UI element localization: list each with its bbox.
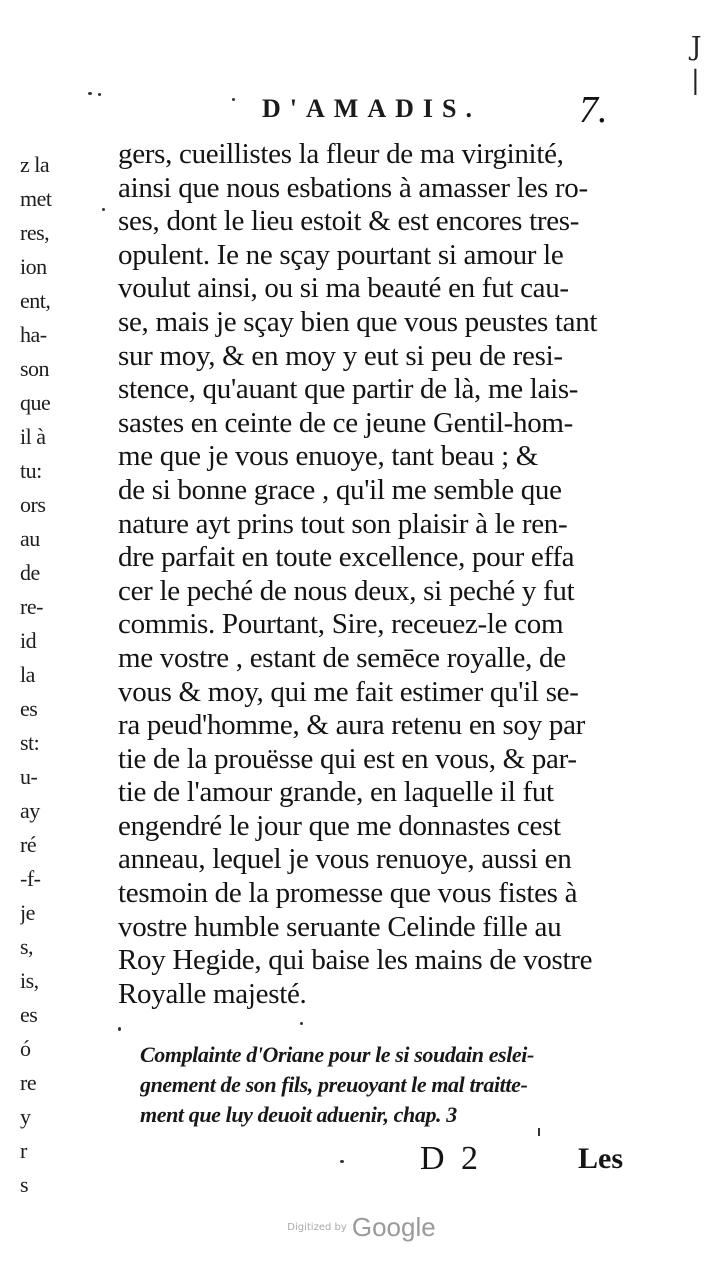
edge-mark: | bbox=[691, 66, 700, 96]
body-line: commis. Pourtant, Sire, receuez-le com bbox=[118, 608, 564, 641]
body-line: nature ayt prins tout son plaisir à le ren- bbox=[118, 507, 568, 540]
body-line: vous & moy, qui me fait estimer qu'il se- bbox=[118, 675, 579, 708]
heading-line: Complainte d'Oriane pour le si soudain eslei- bbox=[140, 1042, 534, 1067]
body-line: stence, qu'auant que partir de là, me lais- bbox=[118, 373, 579, 406]
body-line: Roy Hegide, qui baise les mains de vostre bbox=[118, 944, 593, 977]
body-line: anneau, lequel je vous renuoye, aussi en bbox=[118, 843, 572, 876]
body-line: tie de la prouësse qui est en vous, & par- bbox=[118, 742, 577, 775]
bleed-fragment: tu: bbox=[20, 458, 42, 483]
margin-bleed-through bbox=[20, 148, 80, 1202]
bleed-fragment: ion bbox=[20, 254, 47, 279]
bleed-fragment: met bbox=[20, 186, 52, 211]
body-line: ra peud'homme, & aura retenu en soy par bbox=[118, 709, 586, 742]
scan-speck bbox=[102, 208, 105, 211]
bleed-fragment: res, bbox=[20, 220, 50, 245]
bleed-fragment: is, bbox=[20, 968, 39, 993]
bleed-fragment: -f- bbox=[20, 866, 41, 891]
scan-speck bbox=[538, 1128, 540, 1136]
bleed-fragment: s bbox=[20, 1172, 29, 1197]
body-line: ses, dont le lieu estoit & est encores tres- bbox=[118, 205, 580, 238]
bleed-fragment: au bbox=[20, 526, 40, 551]
running-head: D'AMADIS. bbox=[262, 94, 481, 123]
body-line: cer le peché de nous deux, si peché y fut bbox=[118, 574, 575, 607]
scan-speck bbox=[98, 93, 101, 96]
heading-line: ment que luy deuoit aduenir, chap. 3 bbox=[140, 1102, 457, 1127]
signature-mark: D 2 bbox=[420, 1140, 483, 1177]
body-line: tesmoin de la promesse que vous fistes à bbox=[118, 877, 578, 910]
body-line: vostre humble seruante Celinde fille au bbox=[118, 910, 562, 943]
catchword: Les bbox=[578, 1142, 623, 1175]
bleed-fragment: re bbox=[20, 1070, 37, 1095]
body-line: me vostre , estant de semēce royalle, de bbox=[118, 641, 566, 674]
chapter-heading bbox=[140, 1040, 640, 1130]
body-line: engendré le jour que me donnastes cest bbox=[118, 809, 561, 842]
edge-mark: J bbox=[691, 32, 702, 62]
scan-speck bbox=[232, 98, 235, 101]
body-line: gers, cueillistes la fleur de ma virginité, bbox=[118, 138, 564, 170]
bleed-fragment: ha- bbox=[20, 322, 47, 347]
bleed-fragment: ó bbox=[20, 1036, 31, 1061]
body-line: voulut ainsi, ou si ma beauté en fut cau- bbox=[118, 272, 569, 305]
bleed-fragment: son bbox=[20, 356, 50, 381]
body-line: ainsi que nous esbations à amasser les ro- bbox=[118, 171, 588, 204]
body-line: dre parfait en toute excellence, pour effa bbox=[118, 541, 575, 574]
scan-speck bbox=[340, 1160, 344, 1163]
bleed-fragment: s, bbox=[20, 934, 34, 959]
heading-line: gnement de son fils, preuoyant le mal traitte- bbox=[140, 1072, 528, 1097]
scan-speck bbox=[118, 1027, 121, 1031]
scan-speck bbox=[300, 1022, 303, 1025]
bleed-fragment: ors bbox=[20, 492, 46, 517]
body-line: sastes en ceinte de ce jeune Gentil-hom- bbox=[118, 406, 574, 439]
bleed-fragment: la bbox=[20, 662, 35, 687]
body-text bbox=[118, 138, 628, 1011]
bleed-fragment: je bbox=[20, 900, 35, 925]
bleed-fragment: z la bbox=[20, 152, 50, 177]
bleed-fragment: es bbox=[20, 1002, 38, 1027]
bleed-fragment: r bbox=[20, 1138, 27, 1163]
bleed-fragment: ent, bbox=[20, 288, 51, 313]
watermark-prefix: Digitized by bbox=[287, 1222, 347, 1233]
bleed-fragment: ay bbox=[20, 798, 40, 823]
bleed-fragment: id bbox=[20, 628, 37, 653]
body-line: me que je vous enuoye, tant beau ; & bbox=[118, 440, 539, 473]
bleed-fragment: il à bbox=[20, 424, 46, 449]
bleed-fragment: de bbox=[20, 560, 40, 585]
body-line: opulent. Ie ne sçay pourtant si amour le bbox=[118, 238, 564, 271]
scan-speck bbox=[88, 92, 92, 95]
body-line: de si bonne grace , qu'il me semble que bbox=[118, 473, 562, 506]
google-logo: Google bbox=[351, 1212, 436, 1242]
right-edge-marks bbox=[691, 30, 705, 98]
bleed-fragment: que bbox=[20, 390, 51, 415]
bleed-fragment: re- bbox=[20, 594, 43, 619]
body-line: sur moy, & en moy y eut si peu de resi- bbox=[118, 339, 563, 372]
body-line: se, mais je sçay bien que vous peustes tant bbox=[118, 305, 598, 338]
bleed-fragment: st: bbox=[20, 730, 40, 755]
digitization-watermark bbox=[0, 1212, 723, 1243]
page-number: 7. bbox=[579, 89, 608, 131]
bleed-fragment: y bbox=[20, 1104, 31, 1129]
body-line: Royalle majesté. bbox=[118, 977, 307, 1010]
bleed-fragment: es bbox=[20, 696, 38, 721]
bleed-fragment: ré bbox=[20, 832, 37, 857]
bleed-fragment: u- bbox=[20, 764, 38, 789]
body-line: tie de l'amour grande, en laquelle il fut bbox=[118, 776, 554, 809]
